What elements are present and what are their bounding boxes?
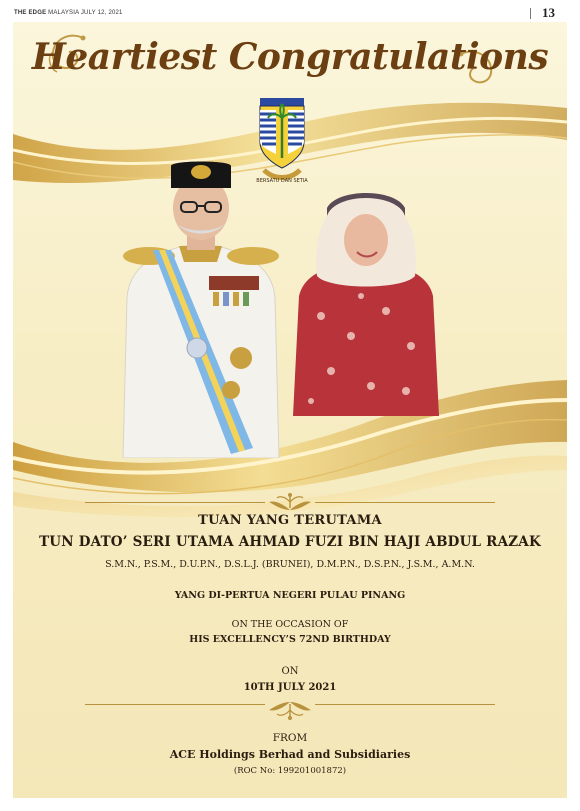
honours-list: S.M.N., P.S.M., D.U.P.N., D.S.L.J. (BRUNEI), D.M.P.N., D.S.P.N., J.S.M., A.M.N. [105,559,475,570]
birthday-date: 10TH JULY 2021 [243,682,337,693]
occasion: HIS EXCELLENCY’S 72ND BIRTHDAY [189,634,391,645]
ornament-bottom-icon [267,700,313,722]
office-title: YANG DI-PERTUA NEGERI PULAU PINANG [174,590,406,601]
from-label: FROM [272,732,308,744]
governor-name: TUN DATO’ SERI UTAMA AHMAD FUZI BIN HAJI ABDUL RAZAK [39,534,541,550]
occasion-prefix: ON THE OCCASION OF [231,619,349,630]
company-registration: (ROC No: 199201001872) [233,766,347,776]
page-masthead [0,0,580,22]
masthead-divider [530,8,531,19]
governor-portrait [113,158,288,458]
ornament-top-icon [267,492,313,512]
publication-brand: THE EDGE [14,10,47,16]
divider-left [85,502,265,503]
issue-date: JULY 12, 2021 [78,10,123,16]
headline: Heartiest Congratulations [31,36,549,78]
honorific-title: TUAN YANG TERUTAMA [198,513,382,528]
on-label: ON [281,666,299,677]
crest-motto: BERSATU DAN SETIA [256,178,308,184]
publication-country: MALAYSIA [46,10,79,16]
publication-info [14,10,123,16]
company-name: ACE Holdings Berhad and Subsidiaries [169,748,411,761]
divider-left-bottom [85,704,265,705]
page-number: 13 [542,5,555,20]
divider-right [315,502,495,503]
spouse-portrait [291,186,441,416]
congratulations-advert [13,22,567,798]
divider-right-bottom [315,704,495,705]
